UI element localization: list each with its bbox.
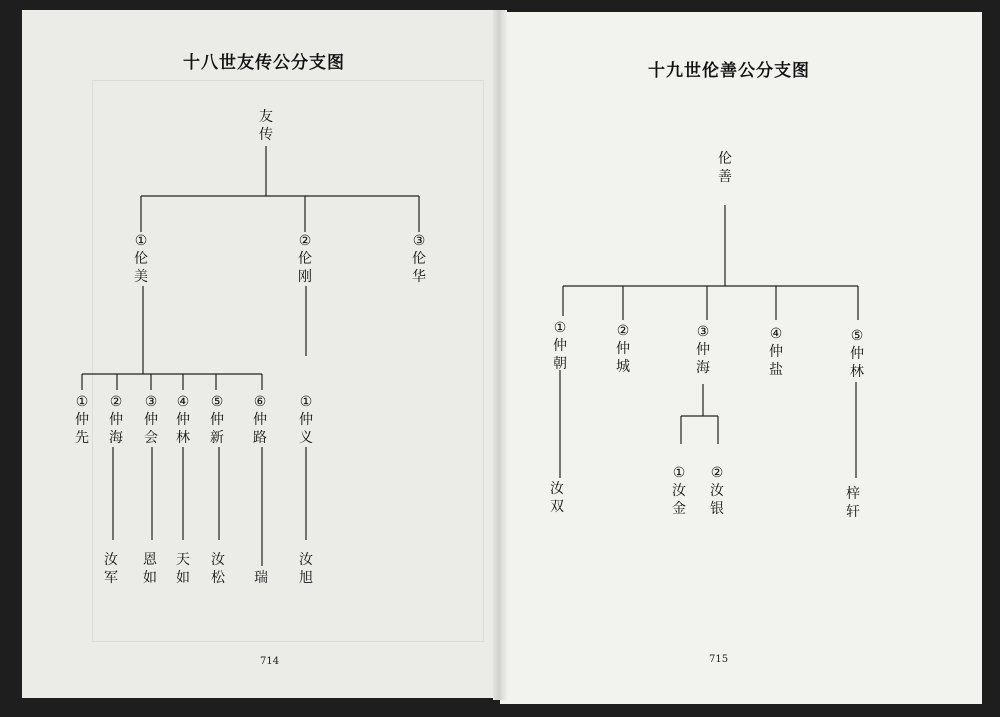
gen1-node-4 [765,325,787,379]
node-char: 仲 [144,412,158,428]
node-char: 传 [259,127,273,143]
node-char: 义 [299,430,313,446]
node-number: ⑤ [850,328,864,344]
gen2-node-7 [295,393,317,447]
node-char: 林 [176,430,190,446]
node-number: ② [710,465,724,481]
node-char: 美 [134,269,148,285]
gen2-node-5 [206,393,228,447]
gen3-node-3 [172,551,194,587]
node-char: 如 [176,570,190,586]
node-char: 伦 [134,251,148,267]
left-page-title: 十八世友传公分支图 [183,53,345,73]
node-char: 军 [104,570,118,586]
node-char: 汝 [211,552,225,568]
node-char: 新 [210,430,224,446]
node-char: 伦 [412,251,426,267]
node-number: ① [299,394,313,410]
node-number: ⑥ [253,394,267,410]
node-char: 城 [616,359,630,375]
root-node-youchuan [255,108,277,144]
node-char: 朝 [553,356,567,372]
node-char: 盐 [769,362,783,378]
gen2-node-3 [706,464,728,518]
gen2-node-6 [249,393,271,447]
node-char: 松 [211,570,225,586]
node-number: ① [75,394,89,410]
node-char: 仲 [75,412,89,428]
node-char: 先 [75,430,89,446]
node-char: 天 [176,552,190,568]
node-char: 旭 [299,570,313,586]
gen2-node-1 [71,393,93,447]
right-page-number: 715 [709,654,729,665]
node-char: 路 [253,430,267,446]
node-char: 汝 [550,481,564,497]
node-number: ② [298,233,312,249]
gen3-node-1 [100,551,122,587]
node-char: 仲 [210,412,224,428]
gen3-node-5 [250,569,272,587]
gen3-node-2 [139,551,161,587]
node-char: 海 [109,430,123,446]
node-char: 伦 [298,251,312,267]
node-char: 海 [696,360,710,376]
node-number: ④ [176,394,190,410]
node-number: ④ [769,326,783,342]
node-char: 汝 [672,483,686,499]
gen1-node-5 [846,327,868,381]
gen2-node-3 [140,393,162,447]
root-node-lunshan [714,150,736,186]
node-number: ③ [144,394,158,410]
gen1-node-1 [549,319,571,373]
node-char: 仲 [850,346,864,362]
node-char: 汝 [710,483,724,499]
node-char: 伦 [718,151,732,167]
node-char: 汝 [299,552,313,568]
node-number: ① [134,233,148,249]
node-char: 瑞 [254,570,268,586]
gen2-node-4 [172,393,194,447]
gen2-node-4 [842,485,864,521]
gen3-node-6 [295,551,317,587]
gen2-node-2 [668,464,690,518]
gen1-node-1 [130,232,152,286]
node-number: ⑤ [210,394,224,410]
node-char: 华 [412,269,426,285]
gen3-node-4 [207,551,229,587]
node-char: 仲 [769,344,783,360]
node-number: ① [553,320,567,336]
gen1-node-2 [294,232,316,286]
node-char: 刚 [298,269,312,285]
node-char: 梓 [846,486,860,502]
gen2-node-1 [546,480,568,516]
node-char: 汝 [104,552,118,568]
right-page-title: 十九世伦善公分支图 [648,61,810,81]
node-char: 仲 [299,412,313,428]
gen1-node-3 [408,232,430,286]
node-char: 仲 [696,342,710,358]
node-number: ② [109,394,123,410]
node-number: ② [616,323,630,339]
left-page-number: 714 [260,656,280,667]
node-char: 金 [672,501,686,517]
node-char: 善 [718,169,732,185]
node-char: 轩 [846,504,860,520]
node-char: 如 [143,570,157,586]
node-char: 林 [850,364,864,380]
node-char: 友 [259,109,273,125]
node-char: 会 [144,430,158,446]
node-char: 仲 [176,412,190,428]
node-char: 仲 [253,412,267,428]
node-char: 仲 [553,338,567,354]
node-char: 银 [710,501,724,517]
node-number: ③ [412,233,426,249]
node-char: 仲 [109,412,123,428]
node-number: ③ [696,324,710,340]
node-char: 双 [550,499,564,515]
node-number: ① [672,465,686,481]
node-char: 恩 [143,552,157,568]
node-char: 仲 [616,341,630,357]
gen2-node-2 [105,393,127,447]
gen1-node-3 [692,323,714,377]
gen1-node-2 [612,322,634,376]
